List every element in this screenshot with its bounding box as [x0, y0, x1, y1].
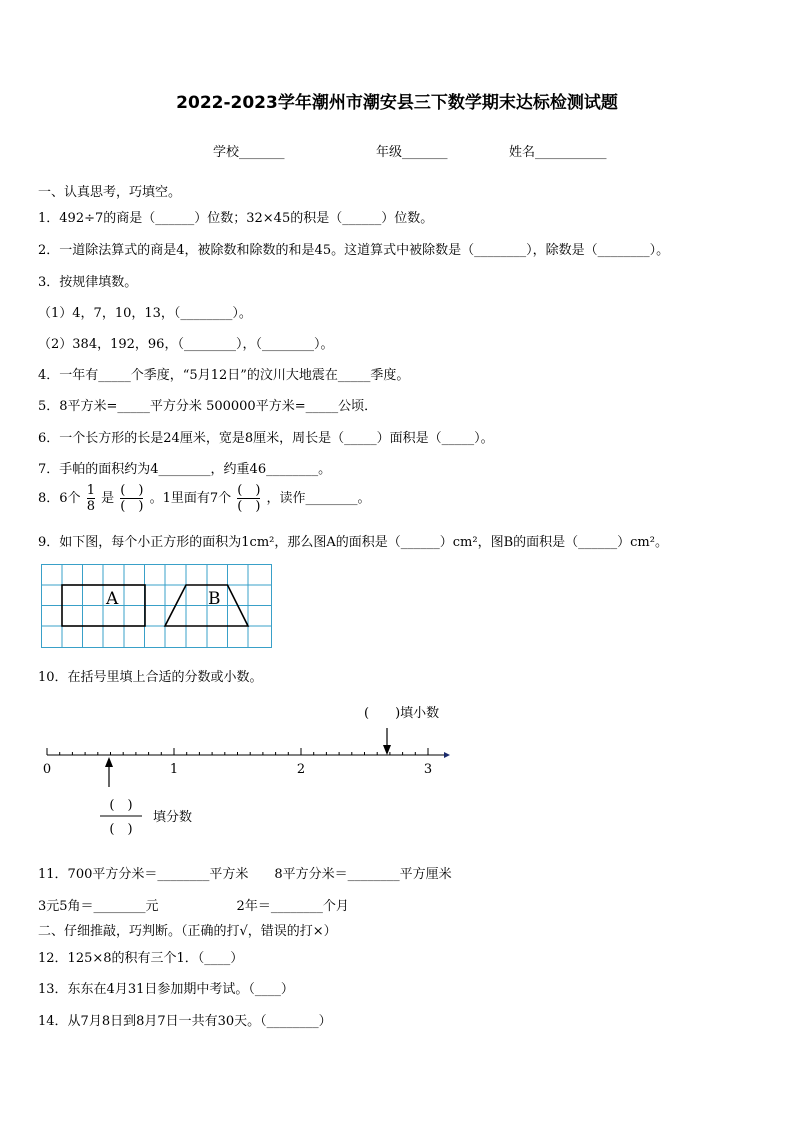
- question-3-part-2: （2）384，192，96，（________），（________）。: [38, 337, 334, 352]
- tick-label-2: 2: [296, 762, 306, 777]
- question-11-line-2: 3元5角＝________元 2年＝________个月: [38, 899, 349, 914]
- question-10: 10．在括号里填上合适的分数或小数。: [38, 670, 263, 685]
- page-title: 2022-2023学年潮州市潮安县三下数学期末达标检测试题: [176, 93, 618, 113]
- question-13: 13．东东在4月31日参加期中考试。（____）: [38, 982, 294, 997]
- fraction-prompt-numerator: ( ): [109, 798, 133, 813]
- question-9: 9．如下图，每个小正方形的面积为1cm²，那么图A的面积是（______）cm²，图B的面积是（______）cm²。: [38, 535, 668, 550]
- question-7: 7．手帕的面积约为4________，约重46________。: [38, 462, 332, 477]
- question-3: 3．按规律填数。: [38, 275, 138, 290]
- fraction-prompt-label: 填分数: [153, 810, 193, 825]
- question-12: 12．125×8的积有三个1．（____）: [38, 951, 244, 966]
- section-1-heading: 一、认真思考，巧填空。: [38, 185, 182, 200]
- fraction-prompt-denominator: ( ): [109, 822, 133, 837]
- question-1: 1．492÷7的商是（______）位数；32×45的积是（______）位数。: [38, 211, 434, 226]
- fraction-denominator: 8: [86, 499, 95, 514]
- fraction-blank-denominator: ( ): [120, 499, 144, 514]
- question-11-line-1: 11．700平方分米＝________平方米 8平方分米＝________平方厘米: [38, 867, 452, 882]
- decimal-prompt: ( )填小数: [364, 706, 440, 721]
- number-line-figure: [30, 695, 470, 845]
- figure-b-label: B: [208, 589, 221, 609]
- school-field: 学校_______: [213, 145, 285, 160]
- fraction-blank-denominator: ( ): [237, 499, 261, 514]
- tick-label-1: 1: [169, 762, 179, 777]
- q8-text-1: 8．6个: [38, 491, 81, 506]
- question-14: 14．从7月8日到8月7日一共有30天。（________）: [38, 1014, 332, 1029]
- question-4: 4．一年有_____个季度，“5月12日”的汶川大地震在_____季度。: [38, 368, 410, 383]
- name-field: 姓名___________: [509, 145, 607, 160]
- fraction-blank-numerator: ( ): [237, 483, 261, 498]
- tick-label-3: 3: [423, 762, 433, 777]
- fraction-blank-2: [237, 483, 260, 514]
- question-6: 6．一个长方形的长是24厘米，宽是8厘米，周长是（_____）面积是（_____）。: [38, 431, 494, 446]
- q8-text-3: 。1里面有7个: [149, 491, 232, 506]
- fraction-blank-1: [120, 483, 143, 514]
- figure-a-label: A: [106, 589, 119, 609]
- question-5: 5．8平方米=_____平方分米 500000平方米=_____公顷．: [38, 399, 378, 414]
- fraction-numerator: 1: [86, 483, 95, 498]
- question-8: [38, 483, 371, 514]
- area-grid-figure: [41, 564, 272, 648]
- question-3-part-1: （1）4，7，10，13，（________）。: [38, 306, 252, 321]
- grade-field: 年级_______: [376, 145, 448, 160]
- q8-text-4: ，读作________。: [266, 491, 371, 506]
- question-2: 2．一道除法算式的商是4，被除数和除数的和是45。这道算式中被除数是（________），除数是（________）。: [38, 243, 670, 258]
- fraction-one-eighth: [87, 483, 95, 514]
- section-2-heading: 二、仔细推敲，巧判断。（正确的打√，错误的打×）: [38, 924, 337, 939]
- q8-text-2: 是: [101, 491, 115, 506]
- fraction-blank-numerator: ( ): [120, 483, 144, 498]
- tick-label-0: 0: [42, 762, 52, 777]
